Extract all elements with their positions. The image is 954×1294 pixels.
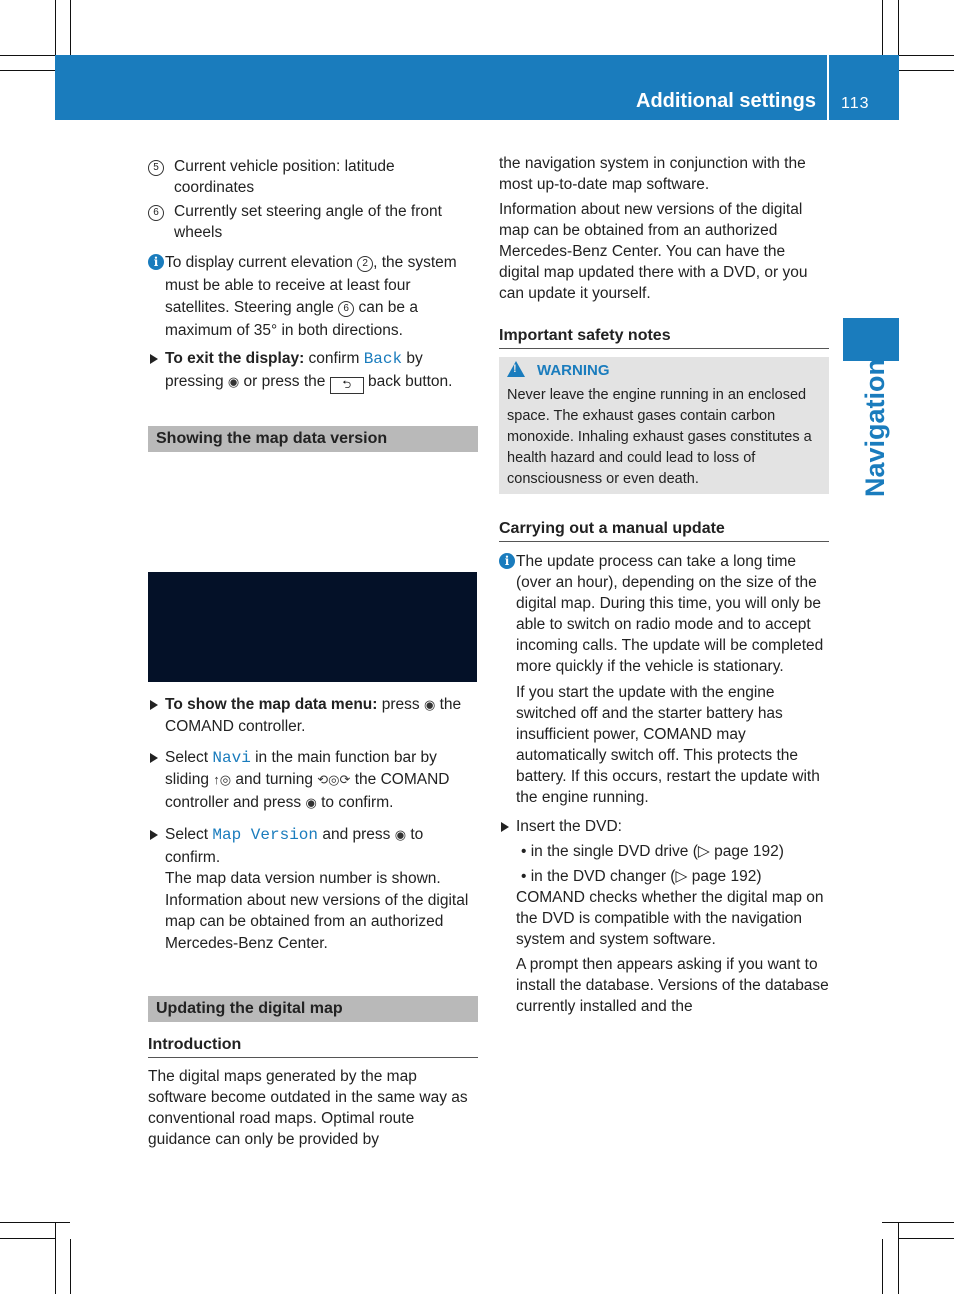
crop-mark	[898, 1222, 899, 1294]
slide-controller-icon: ↑◎	[213, 772, 232, 787]
warning-text: Never leave the engine running in an enclosed space. The exhaust gases contain carbon monoxide. Inhaling exhaust gases constitutes a health hazard and could lead to loss of consciousness or even death.	[507, 387, 812, 487]
sub-heading: Introduction	[148, 1034, 478, 1058]
info-note: i To display current elevation 2 , the system must be able to receive at least four satellites. Steering angle 6 can be a maximum of 35° in both directions.	[148, 252, 478, 342]
crop-mark	[70, 1239, 71, 1294]
press-controller-icon: ◉	[227, 373, 240, 389]
turn-controller-icon: ⟲◎⟳	[317, 772, 351, 787]
ref-marker: 2	[357, 256, 373, 272]
display-screenshot	[148, 572, 477, 682]
section-heading: Updating the digital map	[148, 996, 478, 1022]
side-tab-label: Navigation	[860, 358, 890, 498]
crop-mark	[882, 0, 883, 55]
crop-mark	[0, 1238, 55, 1239]
number-marker: 5	[148, 156, 164, 177]
crop-mark	[899, 1238, 954, 1239]
list-item: 6 Currently set steering angle of the front wheels	[148, 201, 478, 243]
instruction-step: Select Navi in the main function bar by sliding ↑◎ and turning ⟲◎⟳ the COMAND controller and press ◉ to confirm.	[148, 747, 478, 815]
crop-mark	[70, 0, 71, 55]
instruction-step: Select Map Version and press ◉ to confirm. The map data version number is shown. Information about new versions of the digital map can be obtained from an authorized Mercedes-Benz Center.	[148, 824, 478, 954]
instruction-step: To show the map data menu: press ◉ the COMAND controller.	[148, 694, 478, 739]
paragraph: The digital maps generated by the map software become outdated in the same way as conventional road maps. Optimal route guidance can only be provided by	[148, 1068, 468, 1148]
warning-icon	[507, 361, 525, 377]
press-controller-icon: ◉	[305, 794, 317, 810]
warning-box	[499, 357, 829, 494]
paragraph: Information about new versions of the digital map can be obtained from an authorized Mercedes-Benz Center. You can have the digital map updated there with a DVD, or you can update it yourself.	[499, 201, 808, 302]
crop-mark	[0, 55, 55, 56]
sub-heading: Important safety notes	[499, 325, 829, 349]
number-marker: 6	[148, 201, 164, 222]
list-item: 5 Current vehicle position: latitude coordinates	[148, 156, 478, 198]
press-controller-icon: ◉	[423, 696, 436, 712]
crop-mark	[55, 1222, 56, 1294]
step-arrow-icon	[150, 700, 158, 710]
step-arrow-icon	[150, 830, 158, 840]
press-controller-icon: ◉	[394, 827, 407, 842]
crop-mark	[882, 1239, 883, 1294]
image-placeholder	[148, 452, 478, 572]
page-number: 113	[841, 95, 870, 112]
ui-label-back: Back	[363, 350, 403, 368]
back-button-icon: ⮌	[330, 377, 364, 394]
crop-mark	[0, 1222, 70, 1223]
left-column	[148, 156, 478, 1150]
crop-mark	[882, 1222, 954, 1223]
right-column	[499, 153, 829, 1017]
ui-label-navi: Navi	[212, 748, 251, 767]
ui-label-map-version: Map Version	[212, 826, 319, 844]
ref-marker: 6	[338, 301, 354, 317]
paragraph: the navigation system in conjunction with the most up-to-date map software.	[499, 155, 806, 193]
sub-heading: Carrying out a manual update	[499, 518, 829, 542]
info-icon: i	[499, 553, 515, 569]
bullet-item: • in the DVD changer (▷ page 192)	[521, 868, 762, 885]
instruction-step: Insert the DVD: • in the single DVD drive (▷ page 192) • in the DVD changer (▷ page 192) COMAND checks whether the digital map on the DVD is compatible with the navigation system and system software. A prompt then appears asking if you want to install the database. Versions of the database currently installed and the	[499, 816, 829, 1017]
warning-title: WARNING	[537, 362, 610, 379]
section-heading: Showing the map data version	[148, 426, 478, 452]
step-arrow-icon	[150, 354, 158, 364]
step-arrow-icon	[501, 822, 509, 832]
info-note: i The update process can take a long time (over an hour), depending on the size of the digital map. During this time, you will only be able to switch on radio mode and to accept incoming calls. The update will be completed more quickly if the vehicle is stationary. If you start the update with the engine switched off and the starter battery has insufficient power, COMAND may automatically switch off. This protects the battery. If this occurs, restart the update with the engine running.	[499, 551, 829, 808]
bullet-item: • in the single DVD drive (▷ page 192)	[521, 843, 784, 860]
crop-mark	[899, 55, 954, 56]
section-title: Additional settings	[636, 90, 816, 112]
info-icon: i	[148, 254, 164, 270]
step-arrow-icon	[150, 753, 158, 763]
instruction-step: To exit the display: confirm Back by pressing ◉ or press the ⮌ back button.	[148, 348, 478, 394]
